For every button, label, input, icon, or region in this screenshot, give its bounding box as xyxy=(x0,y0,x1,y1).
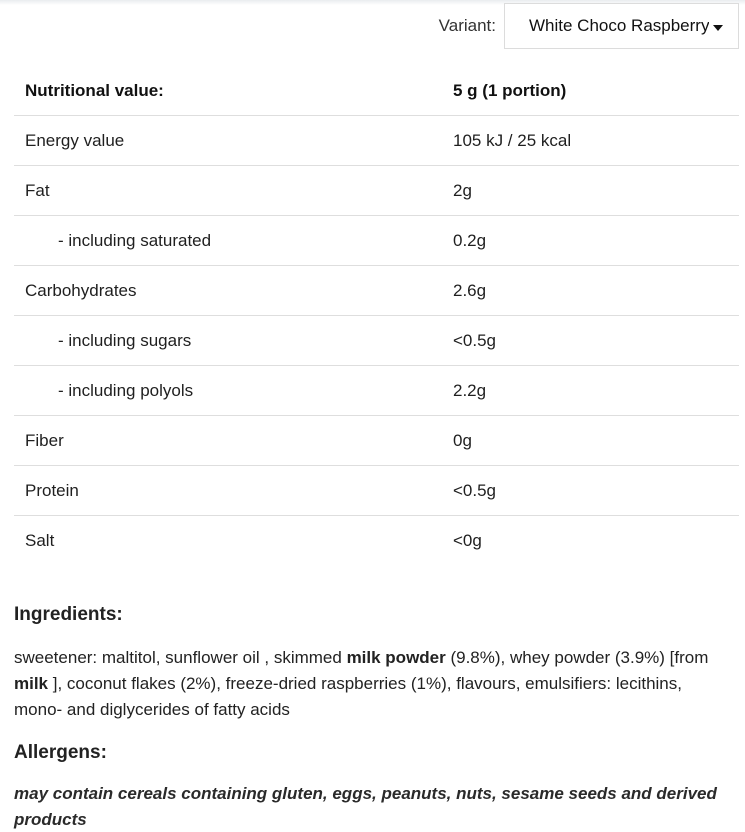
row-value: <0.5g xyxy=(453,466,739,516)
row-name: - including saturated xyxy=(14,216,453,266)
row-name: Carbohydrates xyxy=(14,266,453,316)
variant-dropdown[interactable] xyxy=(504,3,739,49)
row-name: Fat xyxy=(14,166,453,216)
row-name: - including polyols xyxy=(14,366,453,416)
row-name: Protein xyxy=(14,466,453,516)
table-row xyxy=(14,316,739,366)
table-row xyxy=(14,516,739,566)
row-name: Energy value xyxy=(14,116,453,166)
row-value: 2.2g xyxy=(453,366,739,416)
table-row xyxy=(14,266,739,316)
row-value: 105 kJ / 25 kcal xyxy=(453,116,739,166)
row-value: <0.5g xyxy=(453,316,739,366)
ingredients-allergen-bold: milk powder xyxy=(346,648,446,667)
ingredients-text xyxy=(14,645,734,723)
table-row xyxy=(14,466,739,516)
table-row xyxy=(14,366,739,416)
ingredients-heading: Ingredients: xyxy=(14,604,123,625)
caret-down-icon xyxy=(713,25,723,31)
ingredients-text-part: ], coconut flakes (2%), freeze-dried raspberries (1%), flavours, emulsifiers: lecithins, mono- and diglycerides of fatty acids xyxy=(14,674,682,719)
ingredients-text-part: sweetener: maltitol, sunflower oil , skimmed xyxy=(14,648,347,667)
variant-selector-row xyxy=(439,2,739,50)
row-name: Salt xyxy=(25,530,55,550)
row-value: 0g xyxy=(453,416,739,466)
row-value: 2g xyxy=(453,166,739,216)
header-nutritional-value: Nutritional value: xyxy=(14,66,453,116)
variant-label: Variant: xyxy=(438,16,496,35)
row-value: 0.2g xyxy=(453,216,739,266)
allergens-heading: Allergens: xyxy=(14,742,107,763)
ingredients-allergen-bold: milk xyxy=(14,674,49,693)
header-portion: 5 g (1 portion) xyxy=(453,66,739,116)
table-header-row xyxy=(14,66,739,116)
ingredients-text-part: (9.8%), whey powder (3.9%) [from xyxy=(445,648,709,667)
table-row xyxy=(14,116,739,166)
ingredients-section-title xyxy=(14,604,734,626)
row-name: Fiber xyxy=(14,416,453,466)
table-row xyxy=(14,416,739,466)
allergens-text: may contain cereals containing gluten, eggs, peanuts, nuts, sesame seeds and derived products xyxy=(14,784,717,829)
table-row xyxy=(14,216,739,266)
variant-selected-value: White Choco Raspberry xyxy=(529,16,710,35)
row-value: <0g xyxy=(453,530,482,550)
nutrition-table xyxy=(14,66,739,565)
row-value: 2.6g xyxy=(453,266,739,316)
allergens-section-title xyxy=(14,742,734,764)
table-row xyxy=(14,166,739,216)
row-name: - including sugars xyxy=(14,316,453,366)
